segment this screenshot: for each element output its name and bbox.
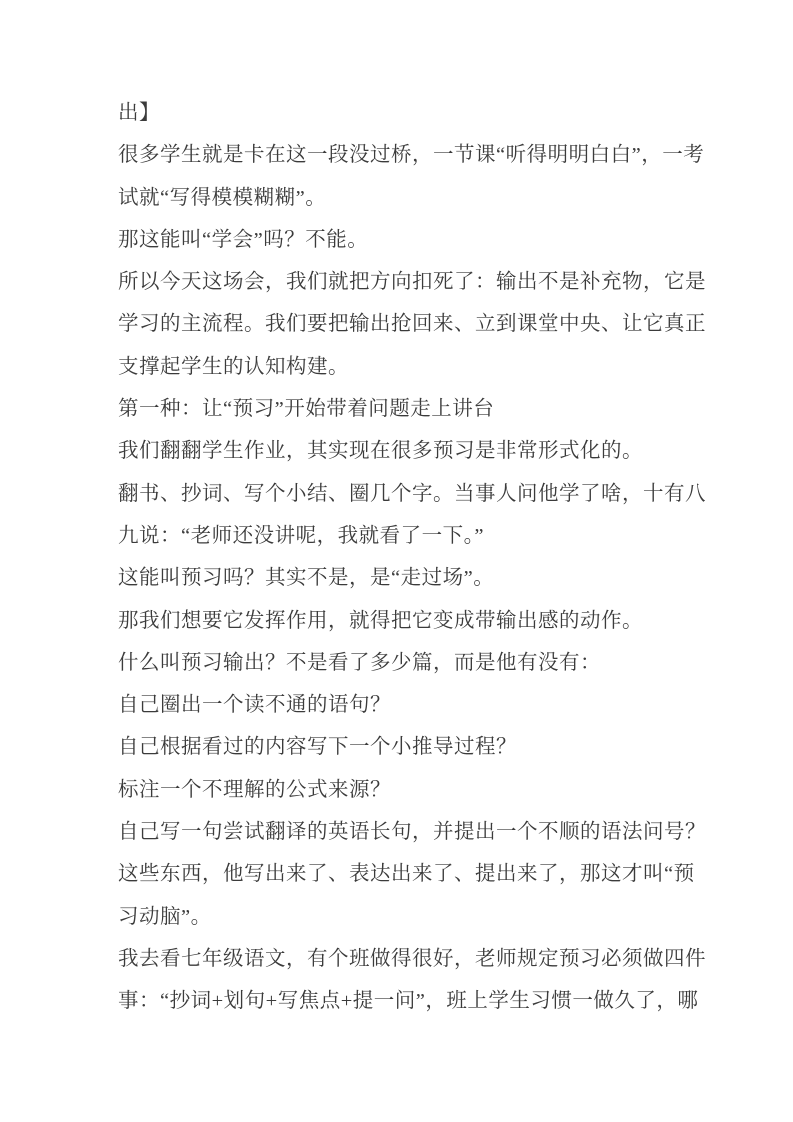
- paragraph-line: 九说：“老师还没讲呢，我就看了一下。”: [118, 524, 484, 547]
- paragraph-line: 习动脑”。: [118, 905, 212, 928]
- paragraph-line: 这能叫预习吗？其实不是，是“走过场”。: [118, 567, 495, 590]
- section-heading: 第一种：让“预习”开始带着问题走上讲台: [118, 398, 495, 421]
- paragraph-line: 很多学生就是卡在这一段没过桥，一节课“听得明明白白”，一考: [118, 144, 705, 167]
- title-fragment: 出】: [118, 102, 160, 124]
- paragraph-line: 我们翻翻学生作业，其实现在很多预习是非常形式化的。: [118, 440, 643, 463]
- paragraph-line: 我去看七年级语文，有个班做得很好，老师规定预习必须做四件: [118, 947, 706, 970]
- paragraph-line: 翻书、抄词、写个小结、圈几个字。当事人问他学了啥，十有八: [118, 482, 706, 505]
- paragraph-line: 事：“抄词+划句+写焦点+提一问”，班上学生习惯一做久了，哪: [118, 990, 699, 1013]
- paragraph-line: 所以今天这场会，我们就把方向扣死了：输出不是补充物，它是: [118, 271, 706, 294]
- paragraph-line: 支撑起学生的认知构建。: [118, 355, 349, 378]
- paragraph-line: 这些东西，他写出来了、表达出来了、提出来了，那这才叫“预: [118, 863, 695, 886]
- paragraph-line: 试就“写得模模糊糊”。: [118, 186, 327, 209]
- list-item-line: 标注一个不理解的公式来源？: [118, 778, 391, 801]
- list-item-line: 自己根据看过的内容写下一个小推导过程？: [118, 736, 517, 759]
- document-body: [118, 92, 733, 1023]
- paragraph-line: 学习的主流程。我们要把输出抢回来、立到课堂中央、让它真正: [118, 313, 706, 336]
- list-item-line: 自己圈出一个读不通的语句？: [118, 694, 391, 717]
- list-item-line: 自己写一句尝试翻译的英语长句，并提出一个不顺的语法问号？: [118, 821, 706, 844]
- paragraph-line: 那这能叫“学会”吗？不能。: [118, 228, 369, 251]
- paragraph-line: 什么叫预习输出？不是看了多少篇，而是他有没有：: [118, 651, 601, 674]
- paragraph-line: 那我们想要它发挥作用，就得把它变成带输出感的动作。: [118, 609, 643, 632]
